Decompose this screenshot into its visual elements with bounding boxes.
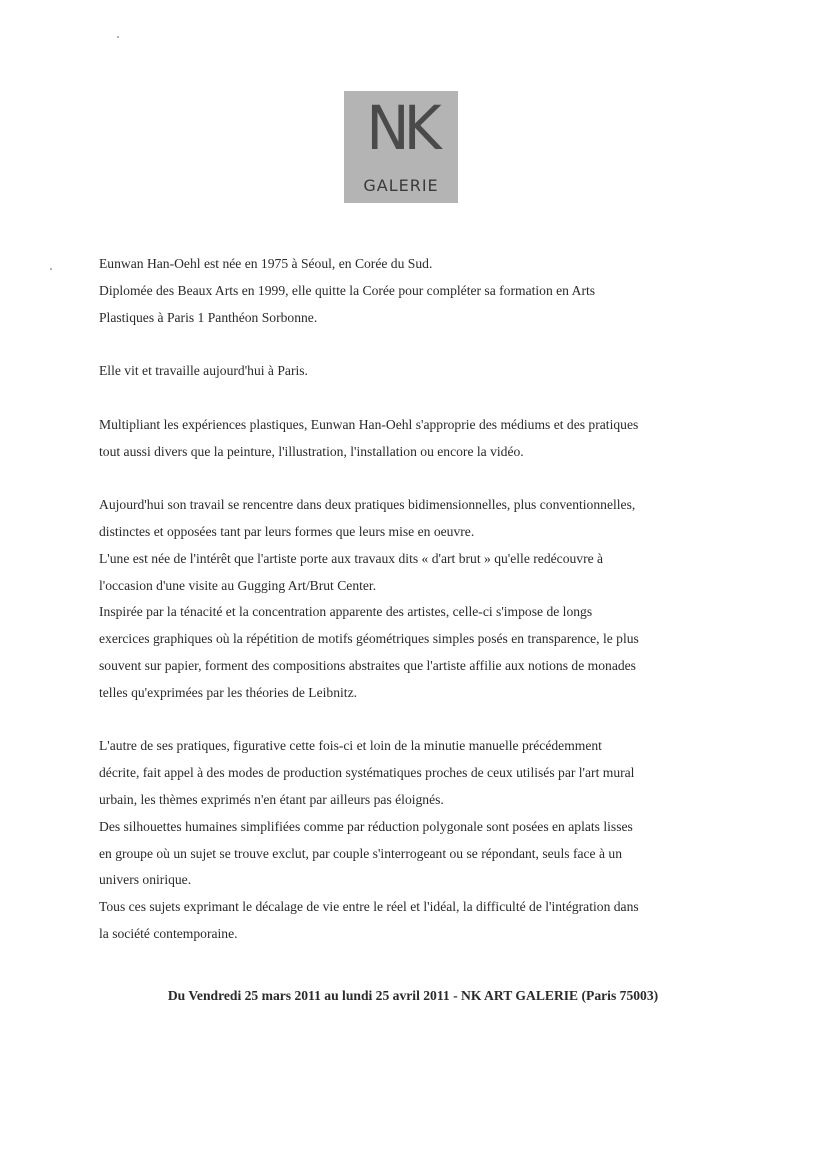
text-line: univers onirique. [99,872,192,888]
text-line: Plastiques à Paris 1 Panthéon Sorbonne. [99,309,318,325]
text-line: Multipliant les expériences plastiques, Eunwan Han-Oehl s'approprie des médiums et des pratiques [99,416,639,432]
text-line: L'autre de ses pratiques, figurative cette fois-ci et loin de la minutie manuelle précédemment [99,738,602,754]
text-line: tout aussi divers que la peinture, l'illustration, l'installation ou encore la vidéo. [99,443,524,459]
text-line: la société contemporaine. [99,925,238,941]
text-line: souvent sur papier, forment des compositions abstraites que l'artiste affilie aux notions de monades [99,657,636,673]
text-line: décrite, fait appel à des modes de production systématiques proches de ceux utilisés par l'art mural [99,765,635,781]
text-line: Elle vit et travaille aujourd'hui à Paris. [99,363,308,379]
text-line: urbain, les thèmes exprimés n'en étant par ailleurs pas éloignés. [99,791,444,807]
text-line: telles qu'exprimées par les théories de Leibnitz. [99,684,357,700]
scan-speck [50,268,52,270]
logo-mark: NK [366,92,436,164]
logo-word: GALERIE [363,176,439,195]
text-line: Tous ces sujets exprimant le décalage de vie entre le réel et l'idéal, la difficulté de l'intégration dans [99,899,639,915]
text-line: Eunwan Han-Oehl est née en 1975 à Séoul, en Corée du Sud. [99,256,433,271]
exhibition-dates: Du Vendredi 25 mars 2011 au lundi 25 avril 2011 - NK ART GALERIE (Paris 75003) [167,988,659,1003]
press-release-body [99,251,719,948]
nk-galerie-logo [344,91,458,203]
text-line: L'une est née de l'intérêt que l'artiste porte aux travaux dits « d'art brut » qu'elle redécouvre à [99,550,604,566]
text-line: en groupe où un sujet se trouve exclut, par couple s'interrogeant ou se répondant, seuls face à un [99,845,622,861]
scan-speck [117,36,119,38]
text-line: distinctes et opposées tant par leurs formes que leurs mise en oeuvre. [99,523,475,539]
text-line: Aujourd'hui son travail se rencentre dans deux pratiques bidimensionnelles, plus conventionnelles, [99,497,636,513]
text-line: Inspirée par la ténacité et la concentration apparente des artistes, celle-ci s'impose de longs [99,604,593,620]
text-line: Diplomée des Beaux Arts en 1999, elle quitte la Corée pour compléter sa formation en Arts [99,282,596,298]
text-line: exercices graphiques où la répétition de motifs géométriques simples posés en transparence, le plus [99,631,639,647]
text-line: l'occasion d'une visite au Gugging Art/Brut Center. [99,577,377,593]
text-line: Des silhouettes humaines simplifiées comme par réduction polygonale sont posées en aplats lisses [99,818,633,834]
